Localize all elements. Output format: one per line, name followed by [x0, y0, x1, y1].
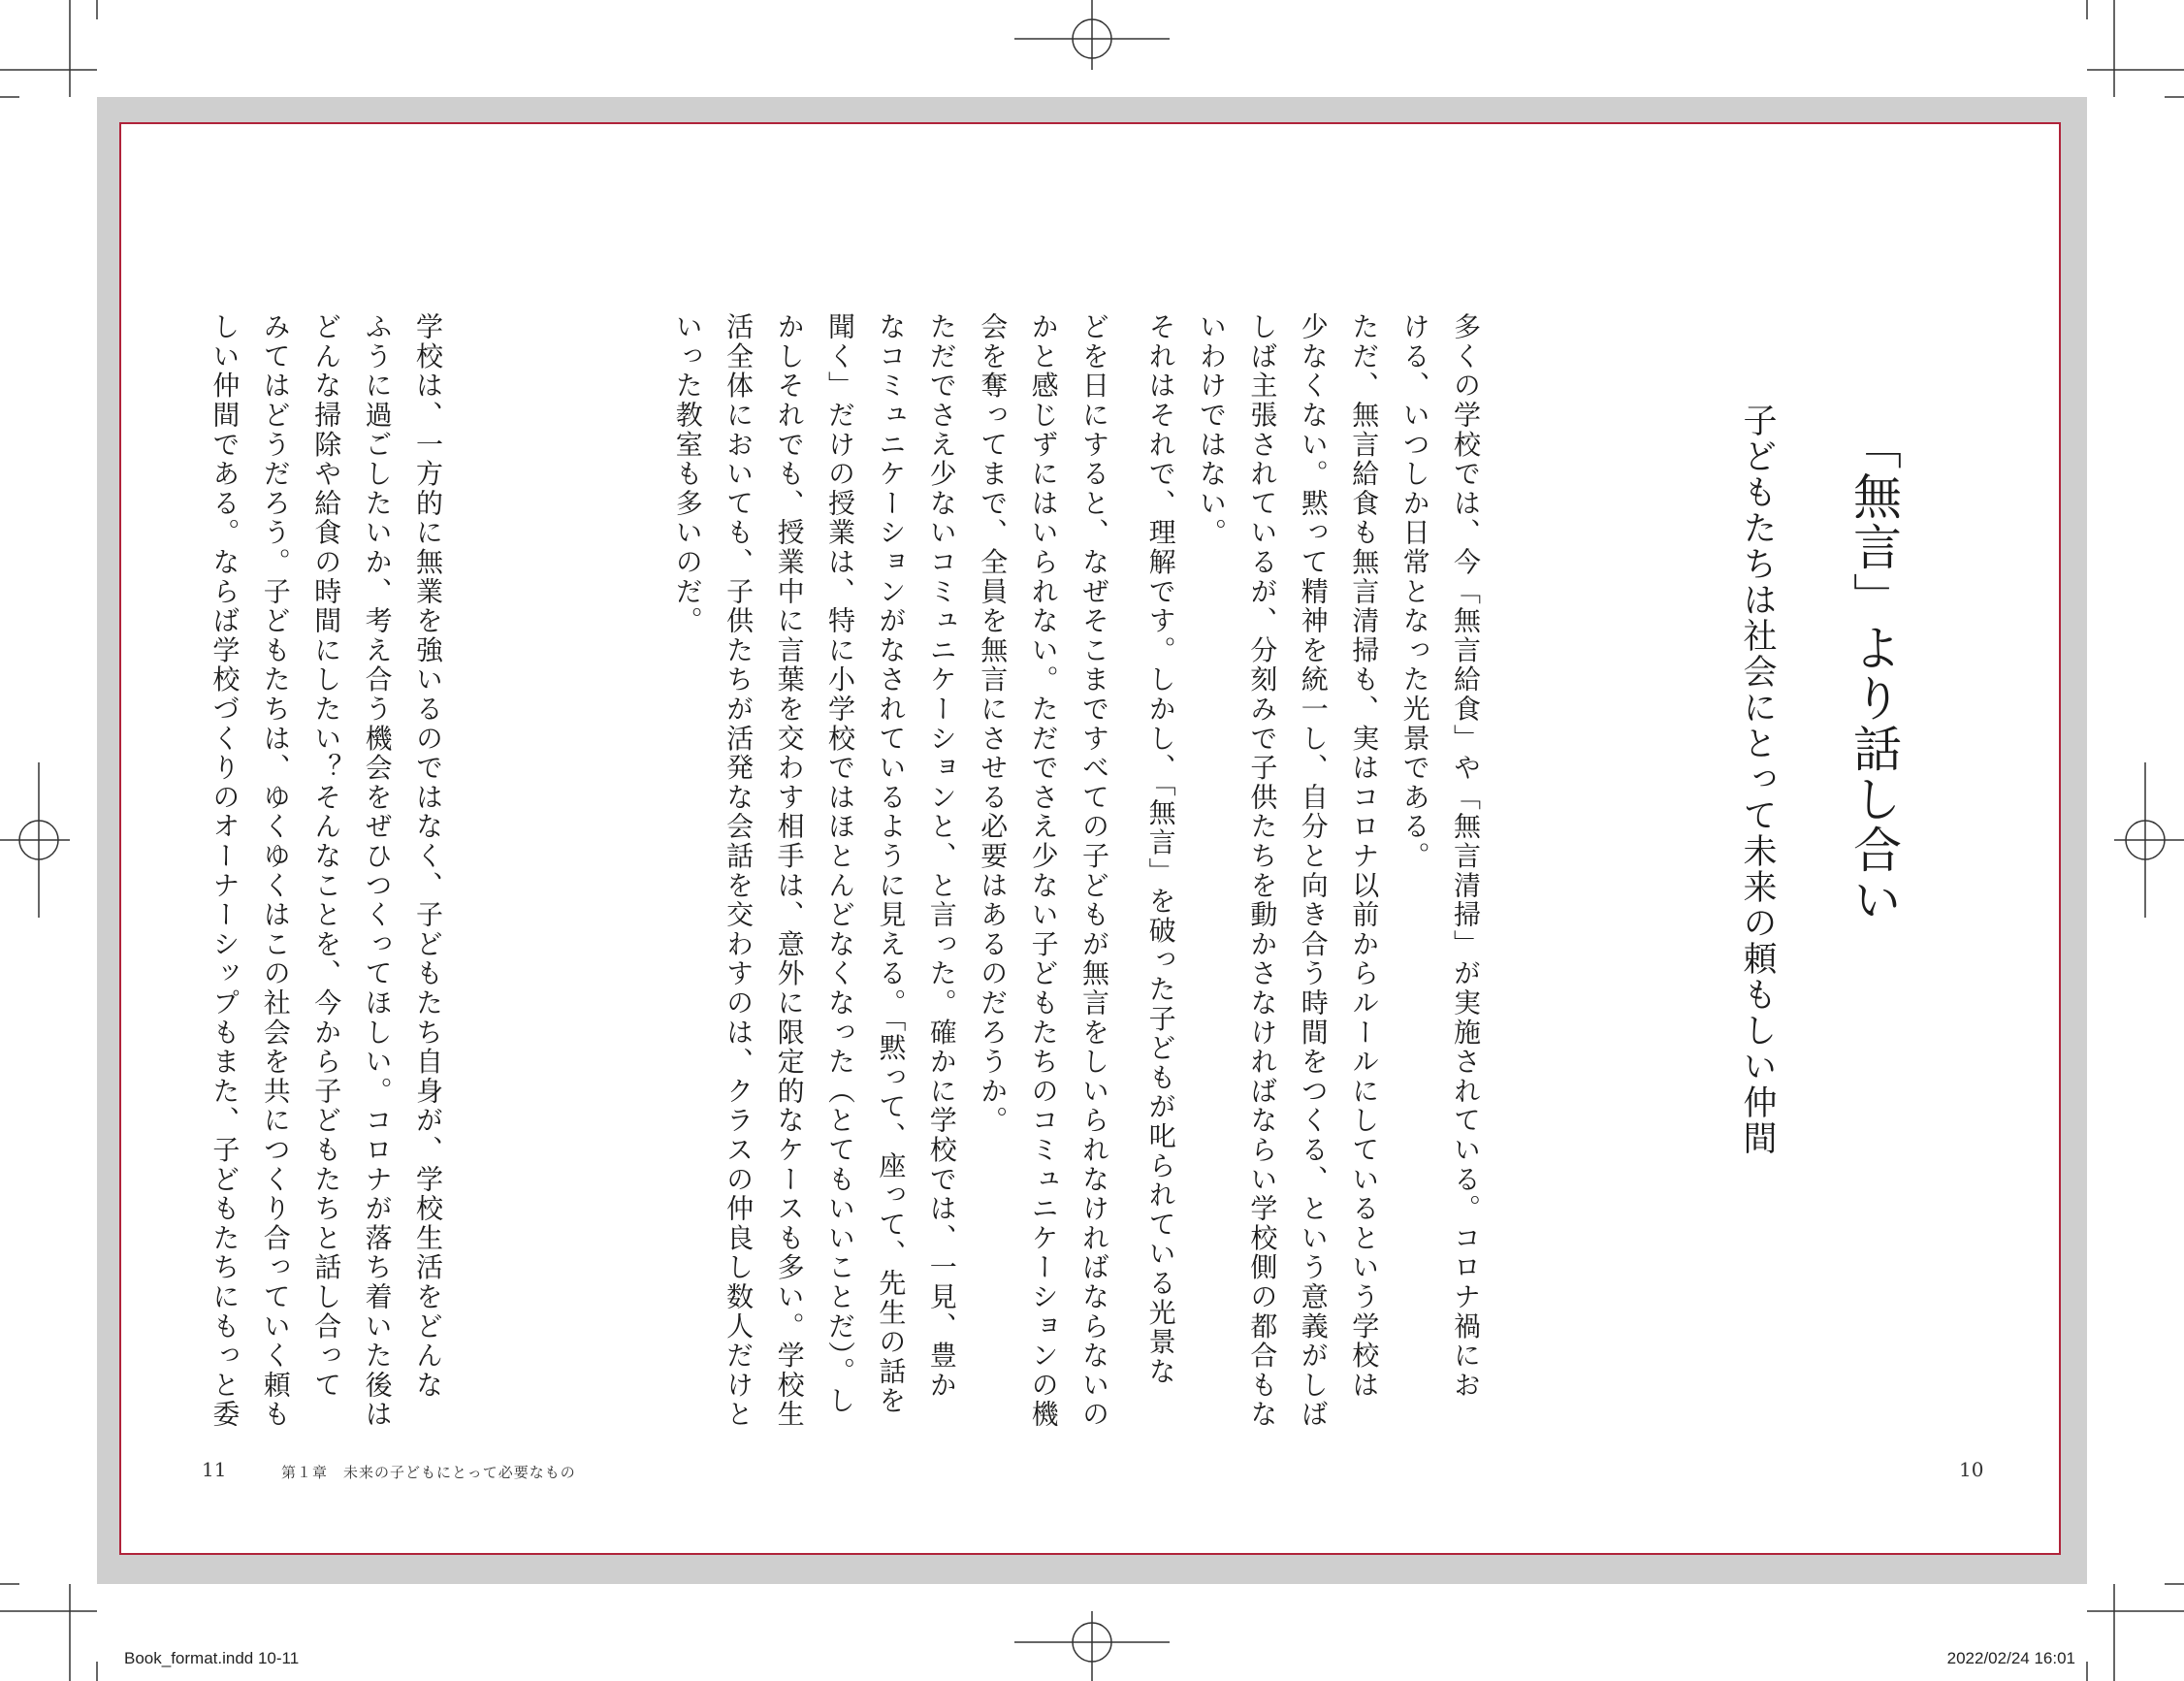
running-head: 第１章 未来の子どもにとって必要なもの: [281, 1464, 576, 1481]
folio-right: 10: [1959, 1458, 1984, 1481]
body-line: いわけではない。: [1195, 312, 1228, 548]
body-line: しい仲間である。ならば学校づくりのオーナーシップもまた、子どもたちにもっと委: [209, 312, 241, 1430]
body-line: ふうに過ごしたいか、考え合う機会をぜひつくってほしい。コロナが落ち着いた後は: [361, 312, 394, 1430]
body-line: どを日にすると、なぜそこまですべての子どもが無言をしいられなければならないの: [1078, 312, 1110, 1430]
body-text-left-page-paragraph: [199, 312, 453, 1429]
slug-timestamp: 2022/02/24 16:01: [1946, 1649, 2075, 1667]
body-line: かと感じずにはいられない。ただでさえ少ない子どもたちのコミュニケーションの機: [1027, 312, 1060, 1430]
body-line: ける、いつしか日常となった光景である。: [1398, 312, 1431, 871]
body-text-left-page: [661, 312, 1119, 1429]
body-line: 会を奪ってまで、全員を無言にさせる必要はあるのだろうか。: [977, 312, 1010, 1136]
body-line: 多くの学校では、今「無言給食」や「無言清掃」が実施されている。コロナ禍にお: [1450, 312, 1482, 1401]
body-line: なコミュニケーションがなされているように見える。「黙って、座って、先生の話を: [875, 312, 908, 1416]
chapter-title: 「無言」より話し合い: [1846, 421, 1902, 925]
body-line: ただ、無言給食も無言清掃も、実はコロナ以前からルールにしているという学校は: [1348, 312, 1381, 1401]
body-text-right-page: [1135, 312, 1491, 1429]
body-line: いった教室も多いのだ。: [671, 312, 704, 636]
body-line: しば主張されているが、分刻みで子供たちを動かさなければならい学校側の都合もな: [1246, 312, 1279, 1430]
body-line: 少なくない。黙って精神を統一し、自分と向き合う時間をつくる、という意義がしば: [1297, 312, 1330, 1430]
body-line: 学校は、一方的に無業を強いるのではなく、子どもたち自身が、学校生活をどんな: [412, 312, 444, 1401]
body-line: かしそれでも、授業中に言葉を交わす相手は、意外に限定的なケースも多い。学校生: [773, 312, 806, 1430]
body-line: 聞く」だけの授業は、特に小学校ではほとんどなくなった（とてもいいことだ）。し: [823, 312, 856, 1416]
body-line: どんな掃除や給食の時間にしたい？そんなことを、今から子どもたちと話し合って: [310, 312, 343, 1401]
body-line: みてはどうだろう。子どもたちは、ゆくゆくはこの社会を共につくり合っていく頼も: [259, 312, 292, 1430]
slug-filename: Book_format.indd 10-11: [124, 1649, 300, 1667]
folio-left: 11: [202, 1458, 227, 1481]
body-line: それはそれで、理解です。しかし、「無言」を破った子どもが叱られている光景な: [1144, 312, 1177, 1387]
body-line: ただでさえ少ないコミュニケーションと、と言った。確かに学校では、一見、豊か: [925, 312, 958, 1401]
body-line: 活全体においても、子供たちが活発な会話を交わすのは、クラスの仲良し数人だけと: [723, 312, 755, 1430]
chapter-subtitle: 子どもたちは社会にとって未来の頼もしい仲間: [1738, 403, 1777, 1156]
